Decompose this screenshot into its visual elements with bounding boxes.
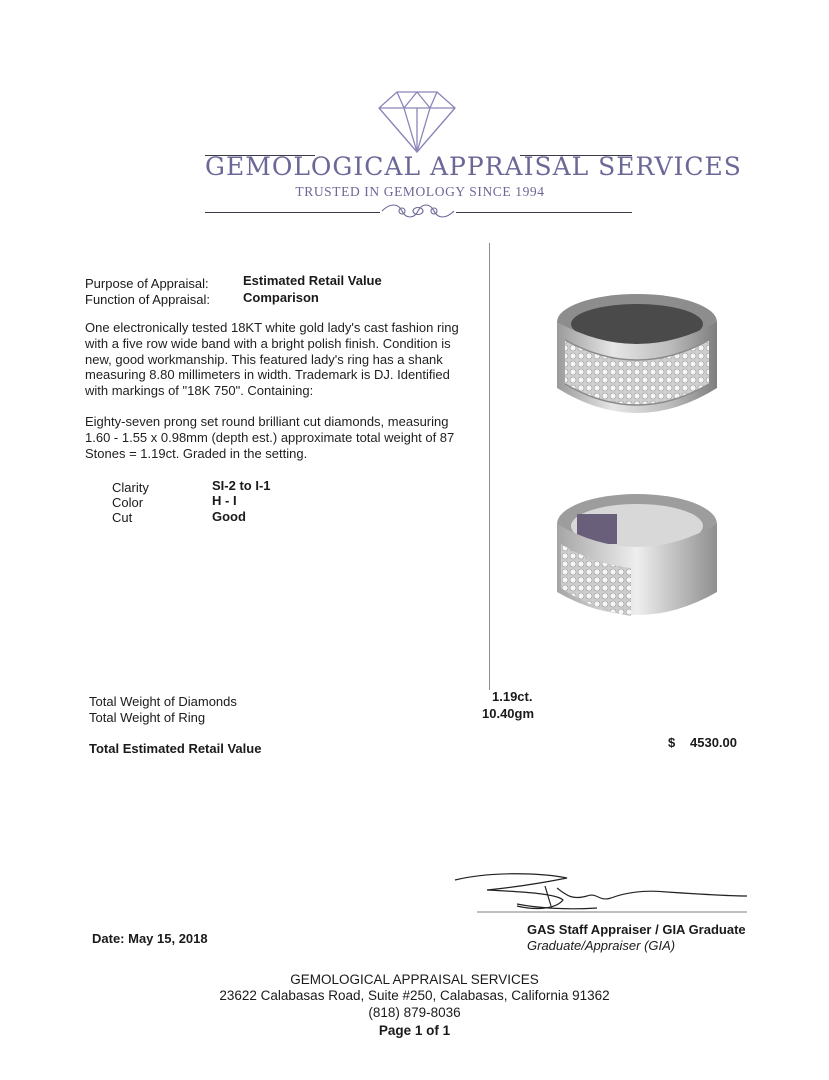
description-line: One electronically tested 18KT white gold lady's cast fashion ring	[85, 320, 459, 335]
vertical-divider	[489, 243, 490, 690]
company-tagline: TRUSTED IN GEMOLOGY SINCE 1994	[295, 184, 545, 199]
total-retail-value-label: Total Estimated Retail Value	[89, 741, 262, 756]
grading-value-cut: Good	[212, 509, 246, 524]
description-line: new, good workmanship. This featured lady's ring has a shank	[85, 351, 443, 367]
ring-description	[85, 320, 485, 399]
diamond-line: 1.60 - 1.55 x 0.98mm (depth est.) approximate total weight of 87	[85, 429, 455, 445]
currency-symbol: $	[668, 735, 676, 750]
grading-label-cut: Cut	[112, 510, 133, 525]
header-bottom-rule-right	[456, 212, 632, 213]
footer-company: GEMOLOGICAL APPRAISAL SERVICES	[290, 972, 539, 987]
total-diamond-weight-label: Total Weight of Diamonds	[89, 694, 237, 709]
signature-subtitle: Graduate/Appraiser (GIA)	[527, 938, 676, 953]
total-diamond-weight-value: 1.19ct.	[492, 689, 533, 704]
footer-phone: (818) 879-8036	[368, 1005, 461, 1020]
signature-title: GAS Staff Appraiser / GIA Graduate	[527, 922, 746, 937]
description-line: measuring 8.80 millimeters in width. Trademark is DJ. Identified	[85, 367, 450, 383]
description-line: with markings of "18K 750". Containing:	[85, 383, 314, 399]
purpose-label: Purpose of Appraisal:	[85, 276, 209, 291]
footer-address: 23622 Calabasas Road, Suite #250, Calabasas, California 91362	[219, 988, 610, 1003]
grading-label-clarity: Clarity	[112, 480, 149, 495]
function-label: Function of Appraisal:	[85, 292, 211, 307]
page-number: Page 1 of 1	[378, 1023, 451, 1038]
total-ring-weight-value: 10.40gm	[482, 706, 535, 721]
flourish-ornament-icon	[380, 200, 456, 222]
total-ring-weight-label: Total Weight of Ring	[89, 710, 206, 725]
grading-value-color: H - I	[212, 493, 237, 508]
total-retail-value: 4530.00	[690, 735, 737, 750]
header-bottom-rule-left	[205, 212, 380, 213]
diamond-line: Eighty-seven prong set round brilliant cut diamonds, measuring	[85, 414, 449, 429]
ring-photo-front	[553, 288, 721, 430]
function-value: Comparison	[243, 290, 319, 305]
grading-label-color: Color	[112, 495, 144, 510]
ring-photo-side	[553, 488, 721, 634]
appraiser-signature	[447, 866, 757, 918]
purpose-value: Estimated Retail Value	[243, 273, 382, 288]
description-line: with a five row wide band with a bright polish finish. Condition is	[85, 335, 451, 351]
diamond-line: Stones = 1.19ct. Graded in the setting.	[85, 445, 308, 461]
company-name: GEMOLOGICAL APPRAISAL SERVICES	[205, 152, 742, 181]
grading-value-clarity: SI-2 to I-1	[212, 478, 271, 493]
diamond-description	[85, 414, 485, 461]
diamond-logo-icon	[377, 88, 457, 154]
date: Date: May 15, 2018	[92, 931, 208, 946]
